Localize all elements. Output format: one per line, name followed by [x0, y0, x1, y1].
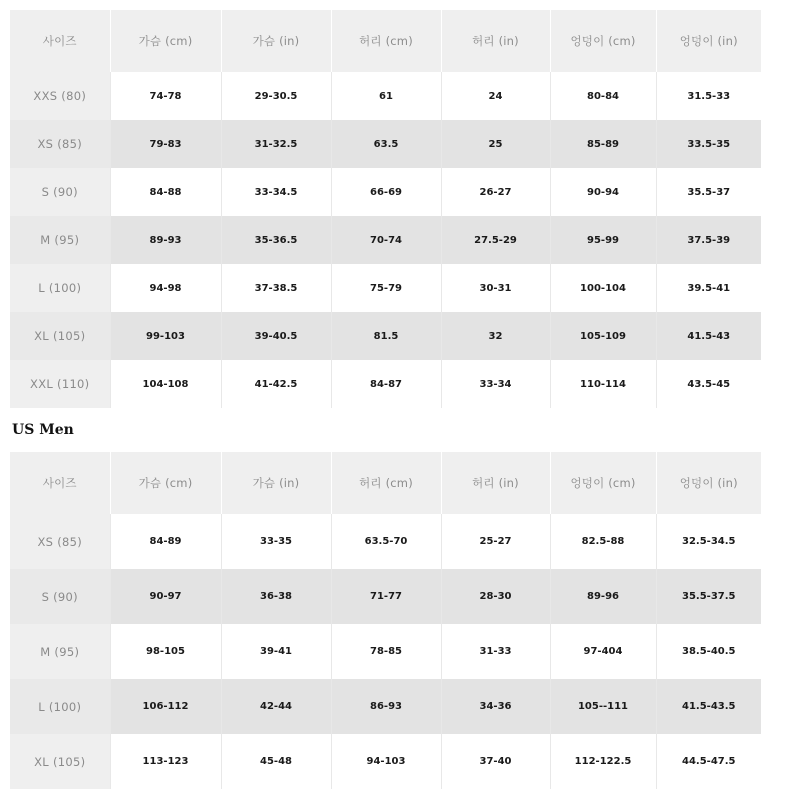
- chest-cm-cell: 94-98: [110, 264, 221, 312]
- chest-in-cell: 41-42.5: [221, 360, 331, 408]
- hip-in-cell: 35.5-37: [656, 168, 761, 216]
- header-waist-in: 허리 (in): [441, 10, 550, 72]
- table-row: [10, 72, 761, 120]
- chest-in-cell: 33-35: [221, 514, 331, 569]
- chest-cm-cell: 74-78: [110, 72, 221, 120]
- size-table-top: [10, 10, 761, 408]
- hip-cm-cell: 90-94: [550, 168, 656, 216]
- waist-in-cell: 28-30: [441, 569, 550, 624]
- section-title-us-men: US Men: [12, 422, 74, 438]
- waist-cm-cell: 70-74: [331, 216, 441, 264]
- hip-cm-cell: 105-109: [550, 312, 656, 360]
- waist-cm-cell: 75-79: [331, 264, 441, 312]
- waist-cm-cell: 84-87: [331, 360, 441, 408]
- size-label: XS (85): [10, 514, 110, 569]
- size-label: XL (105): [10, 312, 110, 360]
- chest-in-cell: 31-32.5: [221, 120, 331, 168]
- chest-in-cell: 42-44: [221, 679, 331, 734]
- header-size: 사이즈: [10, 10, 110, 72]
- waist-in-cell: 26-27: [441, 168, 550, 216]
- hip-in-cell: 39.5-41: [656, 264, 761, 312]
- table-row: [10, 679, 761, 734]
- table-row: [10, 264, 761, 312]
- table-row: [10, 569, 761, 624]
- header-chest-cm: 가슴 (cm): [110, 452, 221, 514]
- waist-in-cell: 30-31: [441, 264, 550, 312]
- table-header-row: [10, 10, 761, 72]
- waist-cm-cell: 94-103: [331, 734, 441, 789]
- header-waist-cm: 허리 (cm): [331, 452, 441, 514]
- chest-cm-cell: 106-112: [110, 679, 221, 734]
- chest-in-cell: 45-48: [221, 734, 331, 789]
- waist-cm-cell: 86-93: [331, 679, 441, 734]
- header-chest-in: 가슴 (in): [221, 452, 331, 514]
- waist-in-cell: 32: [441, 312, 550, 360]
- table-header-row: [10, 452, 761, 514]
- hip-in-cell: 41.5-43: [656, 312, 761, 360]
- hip-cm-cell: 112-122.5: [550, 734, 656, 789]
- header-hip-in: 엉덩이 (in): [656, 10, 761, 72]
- table-row: [10, 734, 761, 789]
- chest-in-cell: 37-38.5: [221, 264, 331, 312]
- hip-in-cell: 38.5-40.5: [656, 624, 761, 679]
- waist-in-cell: 37-40: [441, 734, 550, 789]
- hip-cm-cell: 80-84: [550, 72, 656, 120]
- table-row: [10, 216, 761, 264]
- header-waist-in: 허리 (in): [441, 452, 550, 514]
- size-label: L (100): [10, 679, 110, 734]
- hip-in-cell: 44.5-47.5: [656, 734, 761, 789]
- waist-cm-cell: 66-69: [331, 168, 441, 216]
- waist-cm-cell: 61: [331, 72, 441, 120]
- table-row: [10, 360, 761, 408]
- chest-cm-cell: 84-89: [110, 514, 221, 569]
- hip-cm-cell: 95-99: [550, 216, 656, 264]
- waist-cm-cell: 81.5: [331, 312, 441, 360]
- waist-cm-cell: 63.5-70: [331, 514, 441, 569]
- header-waist-cm: 허리 (cm): [331, 10, 441, 72]
- size-chart-table: [10, 10, 761, 408]
- hip-cm-cell: 110-114: [550, 360, 656, 408]
- chest-in-cell: 29-30.5: [221, 72, 331, 120]
- chest-cm-cell: 84-88: [110, 168, 221, 216]
- size-label: S (90): [10, 569, 110, 624]
- waist-cm-cell: 63.5: [331, 120, 441, 168]
- header-hip-in: 엉덩이 (in): [656, 452, 761, 514]
- waist-in-cell: 25-27: [441, 514, 550, 569]
- header-size: 사이즈: [10, 452, 110, 514]
- hip-in-cell: 43.5-45: [656, 360, 761, 408]
- hip-in-cell: 41.5-43.5: [656, 679, 761, 734]
- waist-in-cell: 31-33: [441, 624, 550, 679]
- size-label: S (90): [10, 168, 110, 216]
- chest-in-cell: 35-36.5: [221, 216, 331, 264]
- chest-cm-cell: 113-123: [110, 734, 221, 789]
- hip-cm-cell: 100-104: [550, 264, 656, 312]
- hip-in-cell: 33.5-35: [656, 120, 761, 168]
- chest-cm-cell: 99-103: [110, 312, 221, 360]
- size-label: M (95): [10, 624, 110, 679]
- chest-cm-cell: 79-83: [110, 120, 221, 168]
- hip-in-cell: 32.5-34.5: [656, 514, 761, 569]
- size-label: XL (105): [10, 734, 110, 789]
- size-label: XS (85): [10, 120, 110, 168]
- size-label: XXL (110): [10, 360, 110, 408]
- table-row: [10, 624, 761, 679]
- header-chest-in: 가슴 (in): [221, 10, 331, 72]
- chest-cm-cell: 90-97: [110, 569, 221, 624]
- table-row: [10, 514, 761, 569]
- size-label: M (95): [10, 216, 110, 264]
- size-label: L (100): [10, 264, 110, 312]
- waist-in-cell: 27.5-29: [441, 216, 550, 264]
- waist-in-cell: 25: [441, 120, 550, 168]
- waist-cm-cell: 78-85: [331, 624, 441, 679]
- header-hip-cm: 엉덩이 (cm): [550, 10, 656, 72]
- table-row: [10, 168, 761, 216]
- chest-in-cell: 39-41: [221, 624, 331, 679]
- header-hip-cm: 엉덩이 (cm): [550, 452, 656, 514]
- waist-in-cell: 24: [441, 72, 550, 120]
- chest-cm-cell: 104-108: [110, 360, 221, 408]
- hip-cm-cell: 105--111: [550, 679, 656, 734]
- header-chest-cm: 가슴 (cm): [110, 10, 221, 72]
- hip-cm-cell: 89-96: [550, 569, 656, 624]
- hip-in-cell: 37.5-39: [656, 216, 761, 264]
- size-table-us-men: [10, 452, 761, 789]
- hip-cm-cell: 85-89: [550, 120, 656, 168]
- chest-in-cell: 39-40.5: [221, 312, 331, 360]
- waist-cm-cell: 71-77: [331, 569, 441, 624]
- hip-in-cell: 35.5-37.5: [656, 569, 761, 624]
- table-row: [10, 120, 761, 168]
- waist-in-cell: 34-36: [441, 679, 550, 734]
- hip-cm-cell: 97-404: [550, 624, 656, 679]
- chest-in-cell: 36-38: [221, 569, 331, 624]
- table-row: [10, 312, 761, 360]
- waist-in-cell: 33-34: [441, 360, 550, 408]
- chest-cm-cell: 98-105: [110, 624, 221, 679]
- hip-in-cell: 31.5-33: [656, 72, 761, 120]
- hip-cm-cell: 82.5-88: [550, 514, 656, 569]
- size-chart-table: [10, 452, 761, 789]
- size-label: XXS (80): [10, 72, 110, 120]
- chest-cm-cell: 89-93: [110, 216, 221, 264]
- chest-in-cell: 33-34.5: [221, 168, 331, 216]
